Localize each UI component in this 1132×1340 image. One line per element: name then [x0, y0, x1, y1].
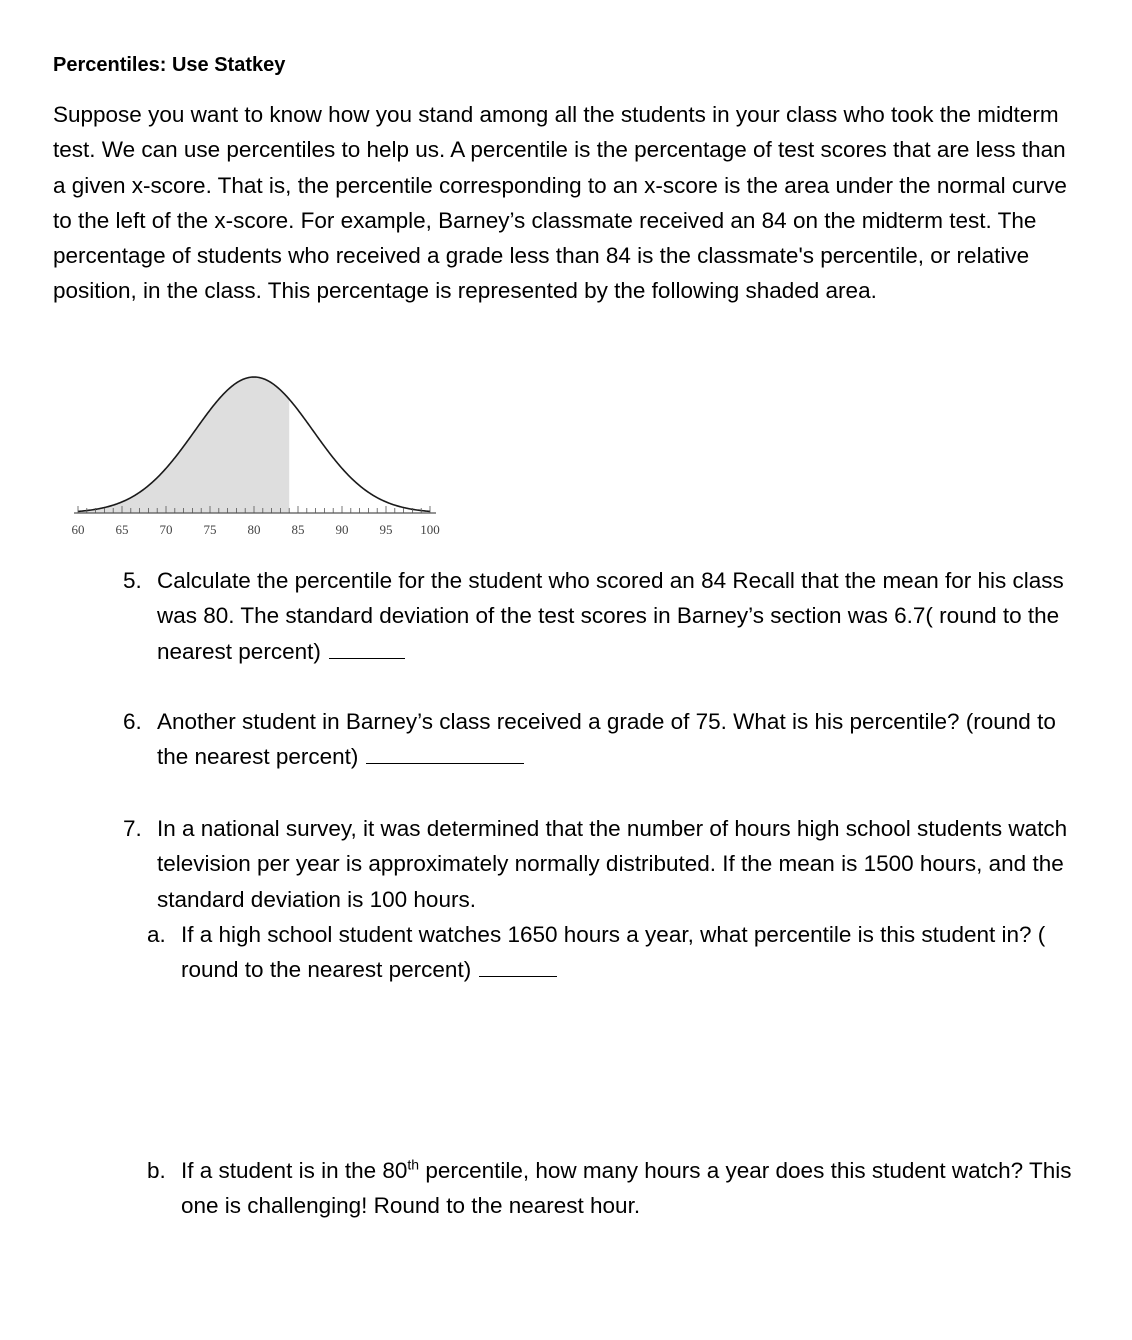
question-number: 6. — [123, 709, 142, 734]
part-text-before: If a student is in the 80 — [181, 1158, 408, 1183]
tick-label: 100 — [420, 522, 440, 537]
part-letter: a. — [147, 921, 166, 947]
tick-label: 85 — [291, 522, 305, 537]
question-number: 5. — [123, 568, 142, 593]
tick-label: 80 — [247, 522, 261, 537]
question-number: 7. — [123, 816, 142, 841]
question-text: Calculate the percentile for the student who scored an 84 Recall that the mean for his class was 80. The standard deviation of the test scores in Barney’s section was 6.7( round to the nearest percent) — [157, 568, 1064, 664]
question-7b — [147, 1153, 1081, 1224]
answer-blank[interactable] — [329, 636, 405, 659]
tick-label: 60 — [71, 522, 85, 537]
tick-label: 90 — [335, 522, 349, 537]
part-text-after: percentile, how many hours a year does this student watch? This one is challenging! Round to the nearest hour. — [181, 1158, 1072, 1219]
tick-label: 75 — [203, 522, 217, 537]
tick-label: 70 — [159, 522, 173, 537]
question-7a — [147, 917, 1107, 988]
tick-label: 65 — [115, 522, 129, 537]
normal-curve-figure — [60, 365, 460, 545]
page-title: Percentiles: Use Statkey — [53, 54, 286, 76]
normal-curve-chart — [60, 365, 460, 545]
tick-label: 95 — [379, 522, 393, 537]
question-7 — [123, 811, 1107, 987]
intro-paragraph: Suppose you want to know how you stand among all the students in your class who took the midterm test. We can use percentiles to help us. A percentile is the percentage of test scores that are less than a given x-score. That is, the percentile corresponding to an x-score is the area under the normal curve to the left of the x-score. For example, Barney’s classmate received an 84 on the midterm test. The percentage of students who received a grade less than 84 is the classmate's percentile, or relative position, in the class. This percentage is represented by the following shaded area. — [53, 102, 1067, 304]
part-text: If a high school student watches 1650 hours a year, what percentile is this student in? ( round to the nearest percent) — [181, 921, 1046, 983]
question-6 — [123, 704, 1077, 775]
question-text: Another student in Barney’s class received a grade of 75. What is his percentile? (round to the nearest percent) — [157, 709, 1056, 770]
part-letter: b. — [147, 1158, 166, 1183]
answer-blank[interactable] — [366, 741, 524, 764]
answer-blank[interactable] — [479, 954, 557, 977]
question-5 — [123, 563, 1077, 669]
question-text: In a national survey, it was determined that the number of hours high school students watch television per year is approximately normally distributed. If the mean is 1500 hours, and the standard deviation is 100 hours. — [157, 816, 1068, 912]
ordinal-superscript: th — [407, 1156, 420, 1173]
